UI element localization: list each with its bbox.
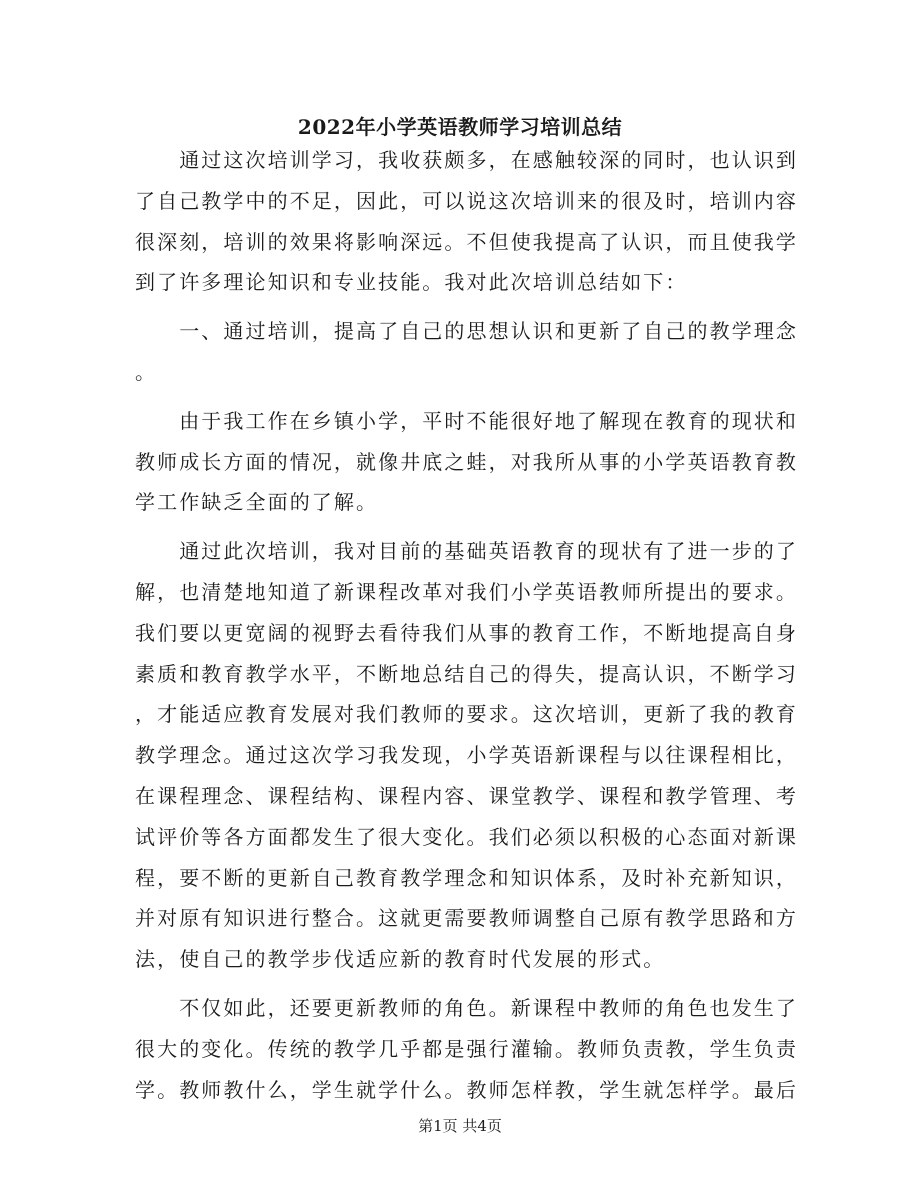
text-line: 一、通过培训，提高了自己的思想认识和更新了自己的教学理念: [135, 319, 798, 344]
text-line: 。: [135, 359, 158, 384]
text-line: 学工作缺乏全面的了解。: [135, 490, 379, 515]
text-line: ，才能适应教育发展对我们教师的要求。这次培训，更新了我的教育: [135, 702, 798, 727]
text-line: 法，使自己的教学步伐适应新的教育时代发展的形式。: [135, 947, 666, 972]
text-line: 通过此次培训，我对目前的基础英语教育的现状有了进一步的了: [135, 539, 798, 564]
document-title: 2022年小学英语教师学习培训总结: [297, 115, 623, 139]
text-line: 素质和教育教学水平，不断地总结自己的得失，提高认识，不断学习: [135, 661, 798, 686]
text-line: 了自己教学中的不足，因此，可以说这次培训来的很及时，培训内容: [135, 188, 798, 213]
text-line: 并对原有知识进行整合。这就更需要教师调整自己原有教学思路和方: [135, 906, 798, 931]
text-line: 到了许多理论知识和专业技能。我对此次培训总结如下：: [135, 270, 688, 295]
text-line: 通过这次培训学习，我收获颇多，在感触较深的同时，也认识到: [135, 148, 798, 172]
page-footer: 第1页 共4页: [418, 1117, 502, 1135]
document-body: [135, 140, 798, 1110]
text-line: 试评价等各方面都发生了很大变化。我们必须以积极的心态面对新课: [135, 824, 798, 849]
text-line: 程，要不断的更新自己教育教学理念和知识体系，及时补充新知识，: [135, 865, 798, 890]
text-line: 解，也清楚地知道了新课程改革对我们小学英语教师所提出的要求。: [135, 579, 798, 604]
text-line: 由于我工作在乡镇小学，平时不能很好地了解现在教育的现状和: [135, 408, 798, 433]
text-line: 我们要以更宽阔的视野去看待我们从事的教育工作，不断地提高自身: [135, 620, 798, 645]
text-line: 学。教师教什么，学生就学什么。教师怎样教，学生就怎样学。最后: [135, 1077, 798, 1102]
text-line: 很深刻，培训的效果将影响深远。不但使我提高了认识，而且使我学: [135, 229, 798, 254]
text-line: 不仅如此，还要更新教师的角色。新课程中教师的角色也发生了: [135, 995, 798, 1020]
text-line: 教师成长方面的情况，就像井底之蛙，对我所从事的小学英语教育教: [135, 449, 798, 474]
text-line: 很大的变化。传统的教学几乎都是强行灌输。教师负责教，学生负责: [135, 1036, 798, 1061]
text-line: 在课程理念、课程结构、课程内容、课堂教学、课程和教学管理、考: [135, 783, 798, 808]
text-line: 教学理念。通过这次学习我发现，小学英语新课程与以往课程相比，: [135, 743, 798, 768]
